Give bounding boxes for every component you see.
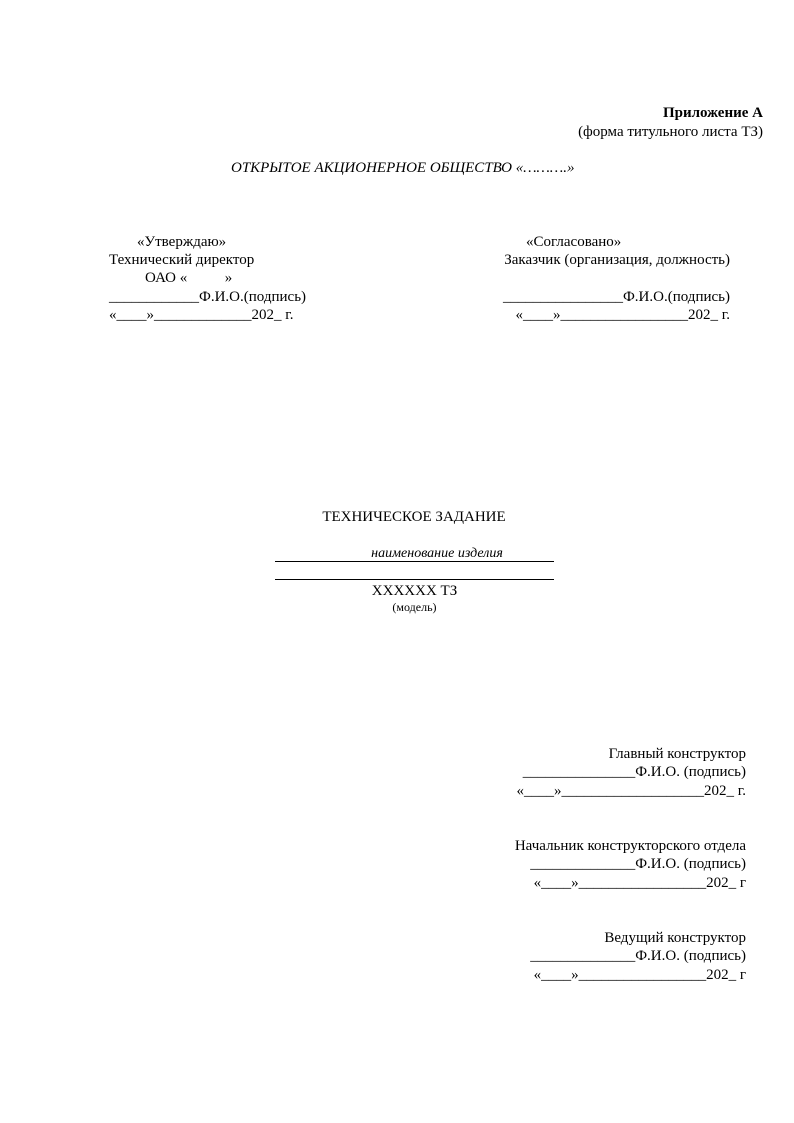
agree-heading: «Согласовано» xyxy=(526,234,622,250)
signer-date: «____»___________________202_ г. xyxy=(516,783,746,799)
agree-position: Заказчик (организация, должность) xyxy=(504,252,730,268)
signer-signature: _______________Ф.И.О. (подпись) xyxy=(522,764,746,780)
appendix-subtitle: (форма титульного листа ТЗ) xyxy=(578,124,763,140)
agree-date: «____»_________________202_ г. xyxy=(515,307,730,323)
signer-date: «____»_________________202_ г xyxy=(533,875,746,891)
doc-code: ХХХХХХ ТЗ xyxy=(371,583,458,599)
company-name: ОТКРЫТОЕ АКЦИОНЕРНОЕ ОБЩЕСТВО «……….» xyxy=(231,160,575,176)
product-name-line-2 xyxy=(275,579,554,580)
approve-date: «____»_____________202_ г. xyxy=(109,307,294,323)
doc-title: ТЕХНИЧЕСКОЕ ЗАДАНИЕ xyxy=(322,509,506,525)
appendix-title: Приложение А xyxy=(662,105,763,121)
signer-date: «____»_________________202_ г xyxy=(533,967,746,983)
approve-heading: «Утверждаю» xyxy=(137,234,227,250)
signer-position: Начальник конструкторского отдела xyxy=(514,838,746,854)
product-name-line xyxy=(275,561,554,562)
agree-signature: ________________Ф.И.О.(подпись) xyxy=(502,289,730,305)
approve-position: Технический директор xyxy=(109,252,255,268)
approve-signature: ____________Ф.И.О.(подпись) xyxy=(109,289,307,305)
signer-signature: ______________Ф.И.О. (подпись) xyxy=(530,948,746,964)
model-note: (модель) xyxy=(392,600,437,614)
approve-org: ОАО « » xyxy=(145,270,233,286)
product-placeholder: наименование изделия xyxy=(371,546,503,561)
signer-position: Ведущий конструктор xyxy=(604,930,746,946)
signer-signature: ______________Ф.И.О. (подпись) xyxy=(530,856,746,872)
signer-position: Главный конструктор xyxy=(608,746,746,762)
